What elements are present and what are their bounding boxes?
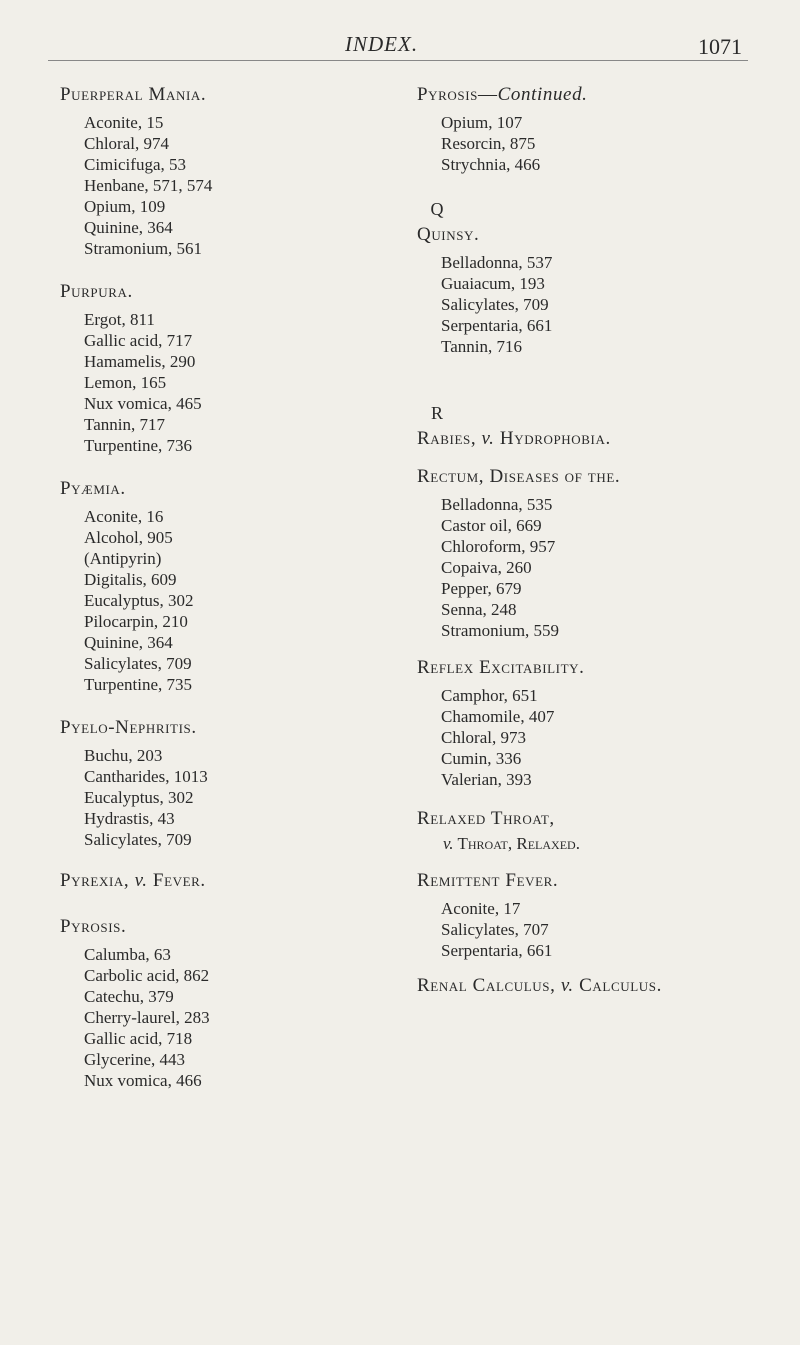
- index-item: Eucalyptus, 302: [84, 788, 194, 807]
- index-item: Cantharides, 1013: [84, 767, 208, 786]
- index-item: Calumba, 63: [84, 945, 171, 964]
- running-head: INDEX.: [345, 32, 419, 56]
- section-letter-q: Q: [430, 199, 444, 219]
- index-item: Catechu, 379: [84, 987, 174, 1006]
- index-item: Cherry-laurel, 283: [84, 1008, 210, 1027]
- index-item: Hydrastis, 43: [84, 809, 175, 828]
- index-entry: [60, 476, 360, 695]
- entry-heading: Renal Calculus, v. Calculus.: [417, 975, 662, 996]
- entry-heading: Puerperal Mania.: [60, 84, 207, 105]
- index-item: Eucalyptus, 302: [84, 591, 194, 610]
- index-entry-rabies: [417, 426, 777, 452]
- index-item: Guaiacum, 193: [441, 274, 545, 293]
- index-item: Hamamelis, 290: [84, 352, 196, 371]
- entry-heading: Rabies, v. Hydrophobia.: [417, 428, 611, 449]
- index-item: Aconite, 17: [441, 899, 521, 918]
- index-item: Chloroform, 957: [441, 537, 556, 556]
- section-letter-r: R: [430, 403, 443, 423]
- entry-heading: Remittent Fever.: [417, 870, 559, 891]
- index-item: Quinine, 364: [84, 633, 173, 652]
- index-item: Lemon, 165: [84, 373, 167, 392]
- index-entry: [60, 82, 360, 259]
- entry-items: [417, 898, 777, 961]
- index-entry-renal-calculus: [417, 973, 777, 999]
- index-item: Castor oil, 669: [441, 516, 542, 535]
- index-item: Serpentaria, 661: [441, 316, 553, 335]
- entry-items: [417, 685, 777, 790]
- index-item: Digitalis, 609: [84, 570, 177, 589]
- index-item: Strychnia, 466: [441, 155, 541, 174]
- entry-items: [60, 506, 360, 695]
- entry-heading: Pyrexia, v. Fever.: [60, 870, 206, 891]
- index-item: Aconite, 16: [84, 507, 164, 526]
- index-item: Buchu, 203: [84, 746, 163, 765]
- index-entry-remittent-fever: [417, 868, 777, 961]
- index-item: Pilocarpin, 210: [84, 612, 188, 631]
- index-item: Glycerine, 443: [84, 1050, 186, 1069]
- index-item: Chloral, 974: [84, 134, 169, 153]
- entry-items: [60, 944, 360, 1091]
- index-item: Salicylates, 709: [441, 295, 549, 314]
- entry-items: [60, 745, 360, 850]
- index-entry: [60, 279, 360, 456]
- index-entry-reflex: [417, 655, 777, 790]
- entry-heading: Quinsy.: [417, 224, 480, 245]
- index-item: Turpentine, 735: [84, 675, 192, 694]
- index-item: Nux vomica, 466: [84, 1071, 202, 1090]
- index-item: Henbane, 571, 574: [84, 176, 213, 195]
- index-entry-quinsy: [417, 222, 777, 357]
- entry-items: [417, 494, 777, 641]
- index-item: Salicylates, 707: [441, 920, 549, 939]
- entry-heading: Relaxed Throat,: [417, 808, 555, 829]
- index-item: Tannin, 717: [84, 415, 165, 434]
- header-rule: [48, 60, 748, 61]
- index-item: Gallic acid, 717: [84, 331, 193, 350]
- index-item: Stramonium, 561: [84, 239, 203, 258]
- index-item: Belladonna, 535: [441, 495, 553, 514]
- index-item: Salicylates, 709: [84, 830, 192, 849]
- index-item: Serpentaria, 661: [441, 941, 553, 960]
- entry-heading: Pyelo-Nephritis.: [60, 717, 197, 738]
- index-entry: [60, 715, 360, 850]
- entry-items: [417, 112, 777, 175]
- index-item: Carbolic acid, 862: [84, 966, 210, 985]
- index-entry-pyrosis-continued: [417, 82, 777, 175]
- page-number: 1071: [698, 34, 742, 59]
- right-column: [417, 82, 777, 1023]
- index-item: Tannin, 716: [441, 337, 522, 356]
- index-item: Chloral, 973: [441, 728, 526, 747]
- index-item: Turpentine, 736: [84, 436, 192, 455]
- left-column: [60, 82, 360, 1091]
- index-item: Alcohol, 905: [84, 528, 173, 547]
- index-item: Aconite, 15: [84, 113, 164, 132]
- index-item: Nux vomica, 465: [84, 394, 202, 413]
- index-entry: [60, 868, 360, 894]
- index-item: Camphor, 651: [441, 686, 538, 705]
- entry-heading: Rectum, Diseases of the.: [417, 466, 621, 487]
- entry-heading: Pyrosis.: [60, 916, 127, 937]
- index-entry-relaxed-throat: [417, 806, 777, 856]
- index-item: Stramonium, 559: [441, 621, 560, 640]
- index-entry: [60, 914, 360, 1091]
- index-item: Opium, 107: [441, 113, 523, 132]
- index-item: Salicylates, 709: [84, 654, 192, 673]
- index-item: Gallic acid, 718: [84, 1029, 193, 1048]
- index-item: Belladonna, 537: [441, 253, 553, 272]
- index-item: (Antipyrin): [84, 549, 162, 568]
- index-item: Opium, 109: [84, 197, 166, 216]
- entry-heading: Purpura.: [60, 281, 133, 302]
- entry-heading: Pyæmia.: [60, 478, 126, 499]
- index-item: Resorcin, 875: [441, 134, 536, 153]
- index-item: Valerian, 393: [441, 770, 532, 789]
- index-item: Pepper, 679: [441, 579, 522, 598]
- index-item: Cumin, 336: [441, 749, 522, 768]
- entry-items: [417, 252, 777, 357]
- entry-heading: Reflex Excitability.: [417, 657, 585, 678]
- index-item: Copaiva, 260: [441, 558, 532, 577]
- index-item: Quinine, 364: [84, 218, 173, 237]
- cross-reference: v. Throat, Relaxed.: [443, 834, 580, 853]
- index-item: Cimicifuga, 53: [84, 155, 186, 174]
- index-entry-rectum: [417, 464, 777, 641]
- index-item: Chamomile, 407: [441, 707, 555, 726]
- entry-heading: Pyrosis—Continued.: [417, 84, 588, 105]
- index-item: Ergot, 811: [84, 310, 155, 329]
- entry-items: [60, 112, 360, 259]
- entry-items: [60, 309, 360, 456]
- page-header: [0, 32, 800, 62]
- index-item: Senna, 248: [441, 600, 517, 619]
